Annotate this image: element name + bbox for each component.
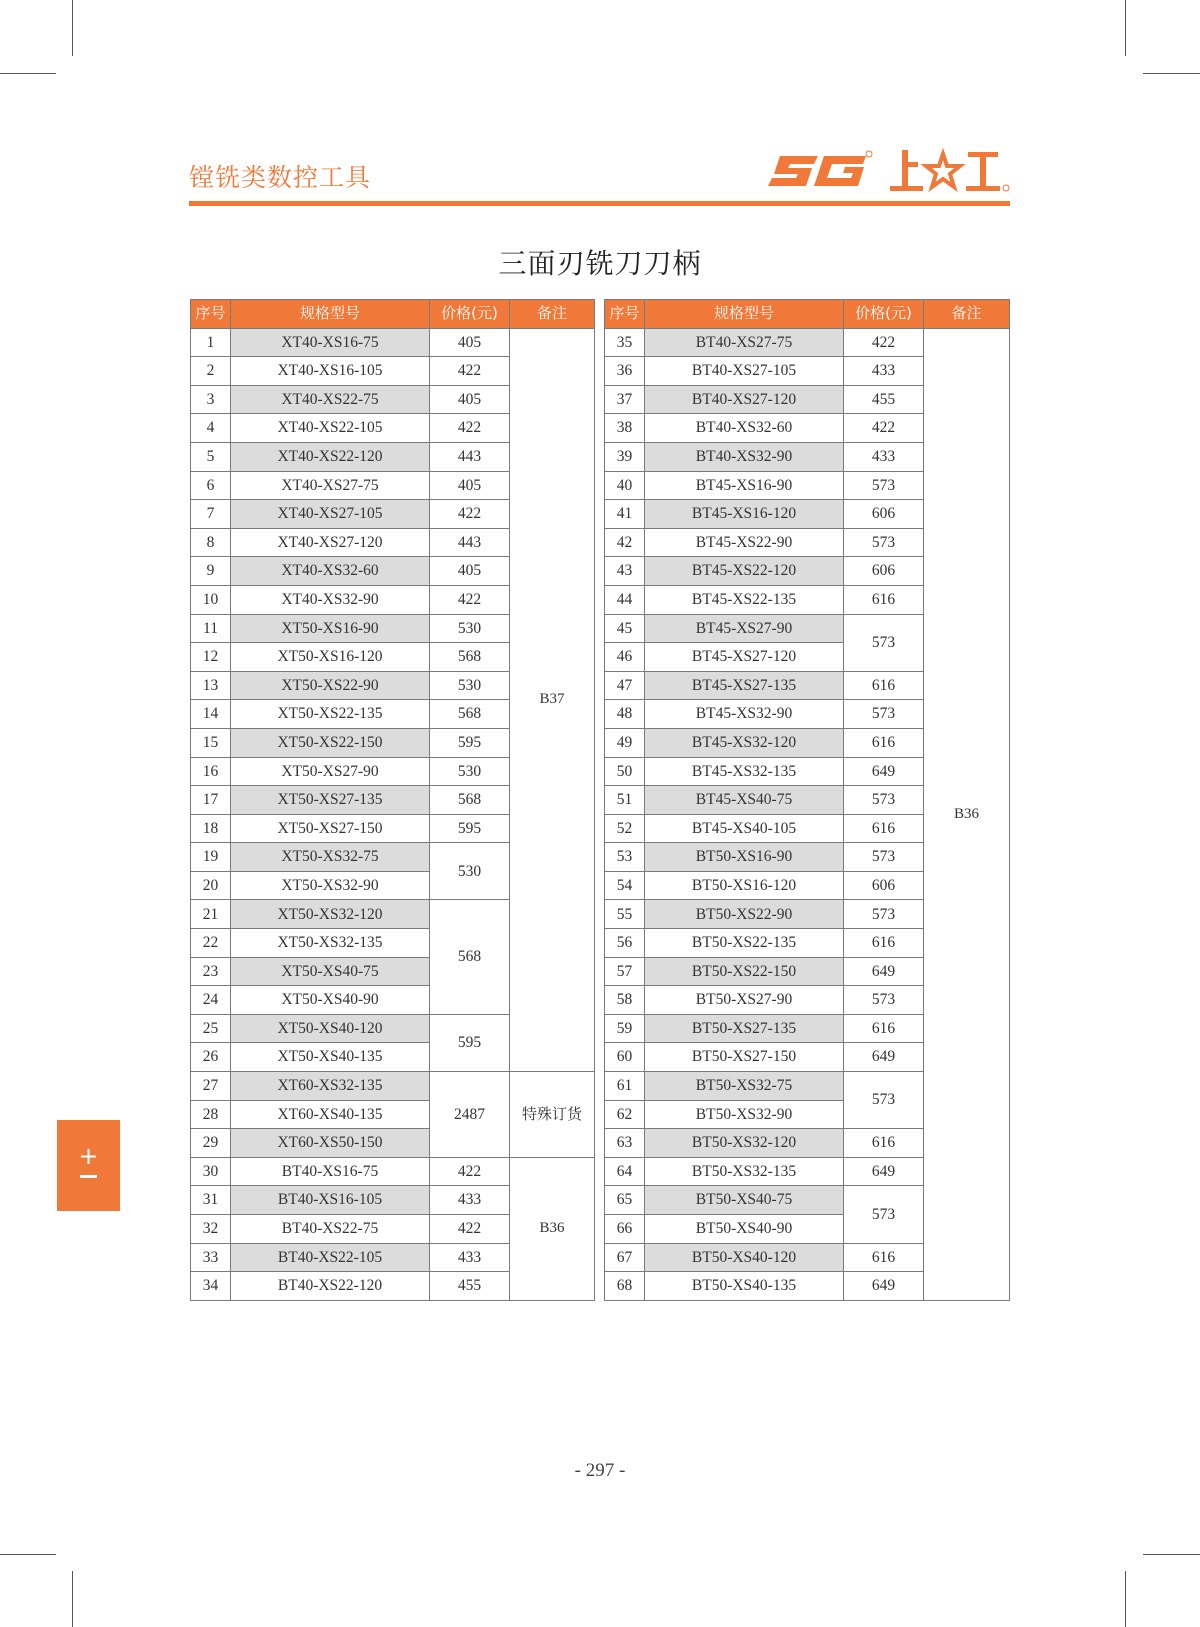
model-cell: XT50-XS16-90 [231,614,430,643]
row-number: 20 [191,871,231,900]
model-cell: XT50-XS22-150 [231,728,430,757]
model-cell: XT50-XS27-90 [231,757,430,786]
price-cell: 606 [844,871,924,900]
row-number: 59 [605,1014,645,1043]
header-price: 价格(元) [844,300,924,329]
model-cell: BT45-XS22-135 [645,585,844,614]
price-cell: 573 [844,786,924,815]
row-number: 33 [191,1243,231,1272]
header-model: 规格型号 [645,300,844,329]
crop-mark [1143,73,1200,74]
model-cell: BT50-XS32-135 [645,1157,844,1186]
row-number: 14 [191,700,231,729]
model-cell: BT50-XS40-75 [645,1186,844,1215]
model-cell: BT45-XS32-90 [645,700,844,729]
row-number: 6 [191,471,231,500]
row-number: 21 [191,900,231,929]
brand-logo [768,148,1013,194]
model-cell: BT50-XS40-120 [645,1243,844,1272]
section-title: 镗铣类数控工具 [189,163,372,192]
price-cell: 573 [844,471,924,500]
header-remark: 备注 [510,300,595,329]
model-cell: XT50-XS32-135 [231,929,430,958]
model-cell: XT50-XS27-135 [231,786,430,815]
price-cell: 573 [844,986,924,1015]
model-cell: XT40-XS22-120 [231,442,430,471]
price-cell: 616 [844,1243,924,1272]
header-rule [189,201,1010,206]
model-cell: BT40-XS27-105 [645,357,844,386]
price-cell: 573 [844,843,924,872]
model-cell: BT40-XS16-105 [231,1186,430,1215]
row-number: 60 [605,1043,645,1072]
row-number: 19 [191,843,231,872]
model-cell: BT40-XS32-60 [645,414,844,443]
model-cell: XT50-XS40-120 [231,1014,430,1043]
row-number: 25 [191,1014,231,1043]
model-cell: XT40-XS32-60 [231,557,430,586]
price-cell: 649 [844,957,924,986]
row-number: 65 [605,1186,645,1215]
model-cell: XT40-XS32-90 [231,585,430,614]
price-cell: 455 [844,385,924,414]
price-cell: 405 [430,557,510,586]
model-cell: XT60-XS50-150 [231,1129,430,1158]
price-cell: 649 [844,1043,924,1072]
price-cell: 616 [844,1129,924,1158]
row-number: 10 [191,585,231,614]
plus-icon[interactable]: + [78,1142,99,1170]
row-number: 67 [605,1243,645,1272]
model-cell: XT40-XS16-105 [231,357,430,386]
price-cell: 2487 [430,1072,510,1158]
model-cell: BT50-XS22-135 [645,929,844,958]
header-no: 序号 [605,300,645,329]
model-cell: XT50-XS22-90 [231,671,430,700]
row-number: 50 [605,757,645,786]
price-cell: 616 [844,929,924,958]
header-remark: 备注 [924,300,1010,329]
remark-cell: B37 [510,328,595,1071]
price-cell: 530 [430,614,510,643]
minus-icon[interactable] [80,1175,97,1178]
row-number: 1 [191,328,231,357]
header-no: 序号 [191,300,231,329]
model-cell: XT50-XS32-120 [231,900,430,929]
model-cell: XT50-XS32-75 [231,843,430,872]
model-cell: BT40-XS27-75 [645,328,844,357]
price-cell: 649 [844,1157,924,1186]
price-cell: 433 [844,442,924,471]
remark-cell: 特殊订货 [510,1072,595,1158]
row-number: 13 [191,671,231,700]
price-cell: 530 [430,843,510,900]
model-cell: BT40-XS22-105 [231,1243,430,1272]
model-cell: BT45-XS40-75 [645,786,844,815]
price-cell: 616 [844,728,924,757]
row-number: 55 [605,900,645,929]
row-number: 8 [191,528,231,557]
model-cell: BT50-XS32-90 [645,1100,844,1129]
crop-mark [1125,1571,1126,1627]
crop-mark [0,73,56,74]
row-number: 22 [191,929,231,958]
price-cell: 530 [430,757,510,786]
spec-table-right [604,299,1010,1301]
model-cell: XT50-XS27-150 [231,814,430,843]
row-number: 40 [605,471,645,500]
model-cell: XT60-XS32-135 [231,1072,430,1101]
row-number: 49 [605,728,645,757]
row-number: 7 [191,500,231,529]
row-number: 47 [605,671,645,700]
row-number: 23 [191,957,231,986]
price-cell: 616 [844,814,924,843]
row-number: 9 [191,557,231,586]
model-cell: BT45-XS27-135 [645,671,844,700]
spec-table-left [190,299,595,1301]
model-cell: BT50-XS40-135 [645,1272,844,1301]
model-cell: XT50-XS40-75 [231,957,430,986]
model-cell: XT50-XS32-90 [231,871,430,900]
price-cell: 455 [430,1272,510,1301]
table-row [605,328,1010,357]
crop-mark [1143,1554,1200,1555]
price-cell: 433 [430,1186,510,1215]
price-cell: 573 [844,1186,924,1243]
model-cell: BT50-XS16-90 [645,843,844,872]
model-cell: BT45-XS32-120 [645,728,844,757]
model-cell: BT45-XS27-120 [645,643,844,672]
model-cell: XT60-XS40-135 [231,1100,430,1129]
price-cell: 595 [430,814,510,843]
row-number: 30 [191,1157,231,1186]
row-number: 24 [191,986,231,1015]
price-cell: 573 [844,900,924,929]
price-cell: 422 [430,585,510,614]
row-number: 26 [191,1043,231,1072]
model-cell: BT45-XS16-120 [645,500,844,529]
price-cell: 568 [430,700,510,729]
price-cell: 606 [844,557,924,586]
remark-cell: B36 [510,1157,595,1300]
zoom-tab[interactable] [57,1120,120,1211]
table-row [191,1157,595,1186]
model-cell: BT50-XS32-75 [645,1072,844,1101]
price-cell: 573 [844,528,924,557]
row-number: 45 [605,614,645,643]
row-number: 12 [191,643,231,672]
price-cell: 422 [430,500,510,529]
row-number: 52 [605,814,645,843]
model-cell: BT50-XS40-90 [645,1215,844,1244]
price-cell: 568 [430,900,510,1014]
price-cell: 405 [430,471,510,500]
row-number: 44 [605,585,645,614]
model-cell: BT45-XS22-90 [645,528,844,557]
page-title: 三面刃铣刀刀柄 [498,247,702,280]
row-number: 41 [605,500,645,529]
row-number: 63 [605,1129,645,1158]
model-cell: XT50-XS22-135 [231,700,430,729]
row-number: 39 [605,442,645,471]
model-cell: XT40-XS16-75 [231,328,430,357]
price-cell: 422 [844,414,924,443]
model-cell: XT40-XS27-105 [231,500,430,529]
table-header-row [191,300,595,329]
model-cell: XT40-XS22-75 [231,385,430,414]
price-cell: 443 [430,528,510,557]
price-cell: 595 [430,728,510,757]
model-cell: XT50-XS16-120 [231,643,430,672]
row-number: 5 [191,442,231,471]
price-cell: 530 [430,671,510,700]
price-cell: 422 [430,414,510,443]
crop-mark [72,1571,73,1627]
price-cell: 405 [430,328,510,357]
model-cell: BT50-XS32-120 [645,1129,844,1158]
model-cell: BT50-XS22-150 [645,957,844,986]
row-number: 15 [191,728,231,757]
table-row [191,328,595,357]
row-number: 11 [191,614,231,643]
price-cell: 422 [430,357,510,386]
model-cell: BT40-XS27-120 [645,385,844,414]
price-cell: 433 [844,357,924,386]
model-cell: BT40-XS22-75 [231,1215,430,1244]
row-number: 18 [191,814,231,843]
model-cell: BT45-XS40-105 [645,814,844,843]
row-number: 48 [605,700,645,729]
model-cell: XT40-XS27-120 [231,528,430,557]
row-number: 42 [605,528,645,557]
model-cell: BT50-XS27-150 [645,1043,844,1072]
row-number: 16 [191,757,231,786]
price-cell: 573 [844,1072,924,1129]
row-number: 62 [605,1100,645,1129]
row-number: 68 [605,1272,645,1301]
table-header-row [605,300,1010,329]
row-number: 2 [191,357,231,386]
row-number: 57 [605,957,645,986]
row-number: 28 [191,1100,231,1129]
row-number: 58 [605,986,645,1015]
row-number: 3 [191,385,231,414]
model-cell: BT50-XS16-120 [645,871,844,900]
price-cell: 595 [430,1014,510,1071]
model-cell: BT40-XS16-75 [231,1157,430,1186]
model-cell: XT50-XS40-135 [231,1043,430,1072]
row-number: 38 [605,414,645,443]
row-number: 17 [191,786,231,815]
price-cell: 422 [844,328,924,357]
price-cell: 616 [844,585,924,614]
row-number: 54 [605,871,645,900]
model-cell: XT40-XS22-105 [231,414,430,443]
price-cell: 422 [430,1157,510,1186]
price-cell: 433 [430,1243,510,1272]
price-cell: 649 [844,1272,924,1301]
row-number: 56 [605,929,645,958]
model-cell: BT45-XS27-90 [645,614,844,643]
remark-cell: B36 [924,328,1010,1300]
model-cell: BT45-XS16-90 [645,471,844,500]
row-number: 37 [605,385,645,414]
model-cell: XT50-XS40-90 [231,986,430,1015]
row-number: 31 [191,1186,231,1215]
crop-mark [72,0,73,56]
price-cell: 573 [844,614,924,671]
row-number: 51 [605,786,645,815]
row-number: 66 [605,1215,645,1244]
row-number: 64 [605,1157,645,1186]
price-cell: 649 [844,757,924,786]
row-number: 53 [605,843,645,872]
price-cell: 405 [430,385,510,414]
model-cell: BT50-XS22-90 [645,900,844,929]
price-cell: 616 [844,1014,924,1043]
row-number: 61 [605,1072,645,1101]
row-number: 27 [191,1072,231,1101]
price-cell: 443 [430,442,510,471]
header-model: 规格型号 [231,300,430,329]
page-number: - 297 - [574,1460,626,1481]
model-cell: BT50-XS27-135 [645,1014,844,1043]
price-cell: 573 [844,700,924,729]
model-cell: BT50-XS27-90 [645,986,844,1015]
model-cell: XT40-XS27-75 [231,471,430,500]
price-cell: 568 [430,786,510,815]
price-cell: 568 [430,643,510,672]
row-number: 43 [605,557,645,586]
row-number: 35 [605,328,645,357]
price-cell: 422 [430,1215,510,1244]
model-cell: BT45-XS22-120 [645,557,844,586]
crop-mark [1125,0,1126,56]
header-price: 价格(元) [430,300,510,329]
row-number: 29 [191,1129,231,1158]
crop-mark [0,1554,56,1555]
price-cell: 616 [844,671,924,700]
model-cell: BT40-XS32-90 [645,442,844,471]
row-number: 46 [605,643,645,672]
price-cell: 606 [844,500,924,529]
model-cell: BT45-XS32-135 [645,757,844,786]
row-number: 32 [191,1215,231,1244]
row-number: 34 [191,1272,231,1301]
row-number: 36 [605,357,645,386]
row-number: 4 [191,414,231,443]
table-row [191,1072,595,1101]
model-cell: BT40-XS22-120 [231,1272,430,1301]
